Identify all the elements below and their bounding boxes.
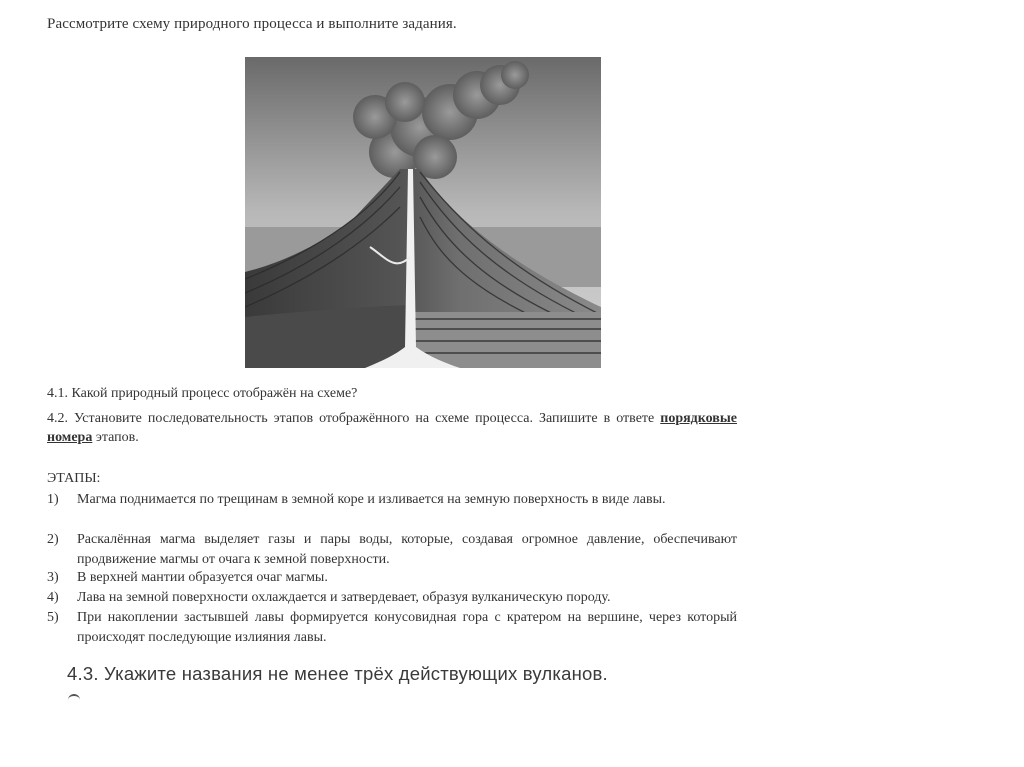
stage-text: Лава на земной поверхности охлаждается и затвердевает, образуя вулканическую породу. (77, 590, 611, 605)
stage-number: 2) (47, 532, 59, 547)
stage-text: Раскалённая магма выделяет газы и пары воды, которые, создавая огромное давление, обеспечивают продвижение магмы от очага к земной поверхности. (77, 532, 737, 567)
stage-number: 4) (47, 590, 59, 605)
question-4-3: 4.3. Укажите названия не менее трёх действующих вулканов. (67, 663, 608, 684)
question-4-2-emphasis: порядковые номера (47, 411, 737, 445)
stage-item (47, 588, 737, 608)
cropped-text-fragment (68, 694, 80, 700)
stage-text: Магма поднимается по трещинам в земной коре и изливается на земную поверхность в виде лавы. (77, 492, 666, 507)
volcano-icon (245, 57, 601, 368)
stage-text: При накоплении застывшей лавы формируется конусовидная гора с кратером на вершине, через который происходят последующие излияния лавы. (77, 610, 737, 645)
stage-item (47, 608, 737, 647)
question-4-2 (47, 409, 737, 447)
question-4-2-suffix: этапов. (92, 430, 139, 445)
question-4-2-prefix: 4.2. Установите последовательность этапов отображённого на схеме процесса. Запишите в ответе (47, 411, 661, 426)
intro-instruction: Рассмотрите схему природного процесса и выполните задания. (47, 16, 457, 32)
stage-number: 3) (47, 570, 59, 585)
stage-item (47, 490, 737, 510)
stage-text: В верхней мантии образуется очаг магмы. (77, 570, 328, 585)
stage-number: 5) (47, 610, 59, 625)
stage-number: 1) (47, 492, 59, 507)
stages-heading: ЭТАПЫ: (47, 471, 101, 486)
question-4-1: 4.1. Какой природный процесс отображён на схеме? (47, 386, 358, 401)
volcano-figure (245, 57, 601, 368)
stage-item (47, 530, 737, 569)
stage-item (47, 568, 737, 588)
